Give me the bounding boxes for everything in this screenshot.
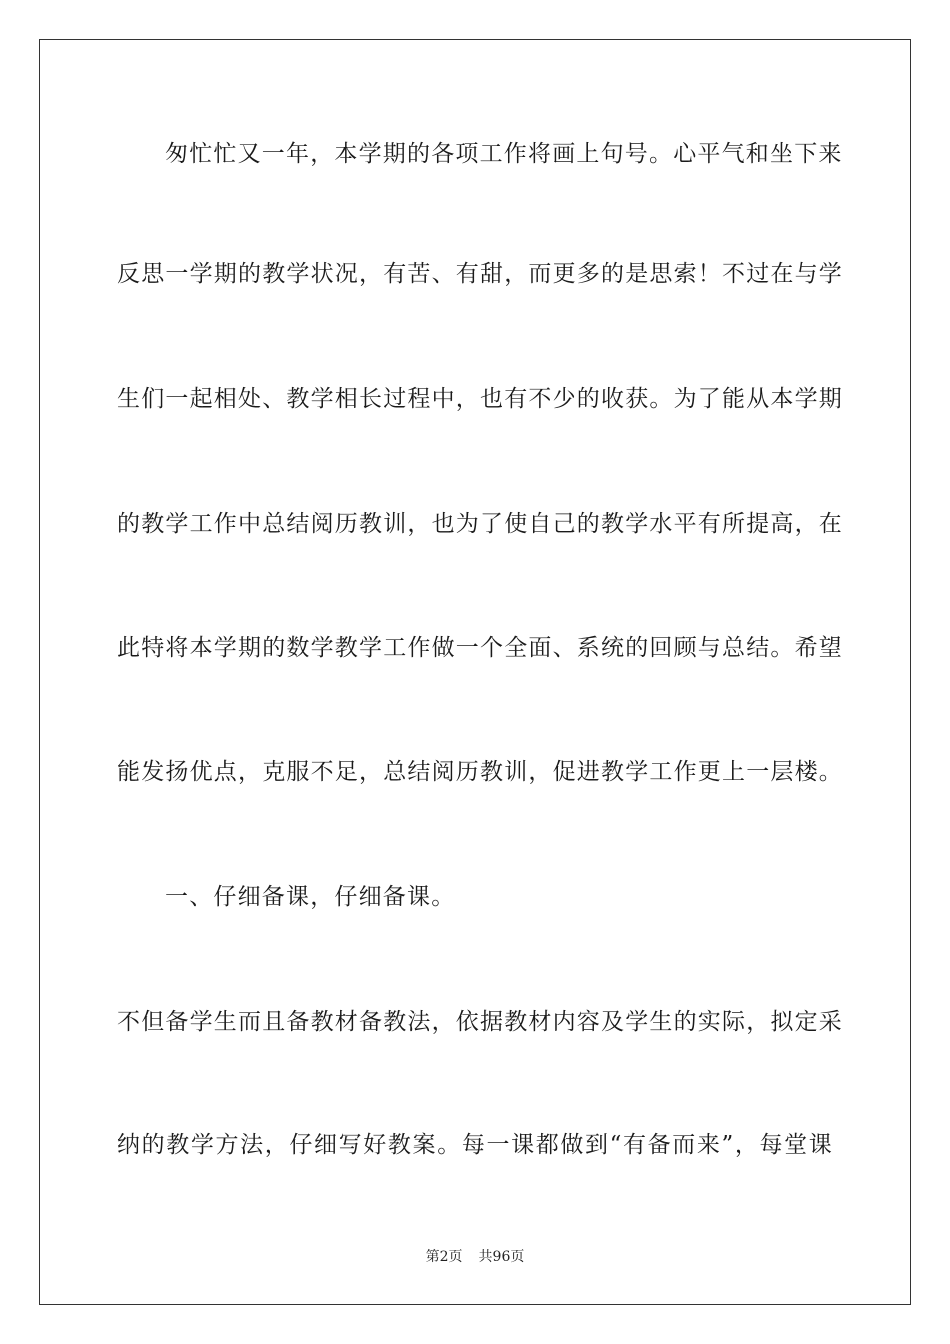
paragraph-line-1: 匆忙忙又一年，本学期的各项工作将画上句号。心平气和坐下来 [165,141,843,167]
paragraph-line-5: 此特将本学期的数学教学工作做一个全面、系统的回顾与总结。希望 [117,635,843,661]
paragraph-line-8: 不但备学生而且备教材备教法，依据教材内容及学生的实际，拟定采 [117,1009,843,1035]
paragraph-line-2: 反思一学期的教学状况，有苦、有甜，而更多的是思索！不过在与学 [117,261,843,287]
paragraph-line-4: 的教学工作中总结阅历教训，也为了使自己的教学水平有所提高，在 [117,511,843,537]
paragraph-line-9: 纳的教学方法，仔细写好教案。每一课都做到“有备而来”，每堂课 [117,1132,833,1158]
total-pages: 共96页 [478,1249,525,1265]
paragraph-line-3: 生们一起相处、教学相长过程中，也有不少的收获。为了能从本学期 [117,386,843,412]
page-footer [0,1248,950,1266]
paragraph-line-6: 能发扬优点，克服不足，总结阅历教训，促进教学工作更上一层楼。 [117,759,843,785]
page-border [39,39,911,1305]
section-heading: 一、仔细备课，仔细备课。 [165,884,456,910]
page-number: 第2页 [425,1249,463,1265]
